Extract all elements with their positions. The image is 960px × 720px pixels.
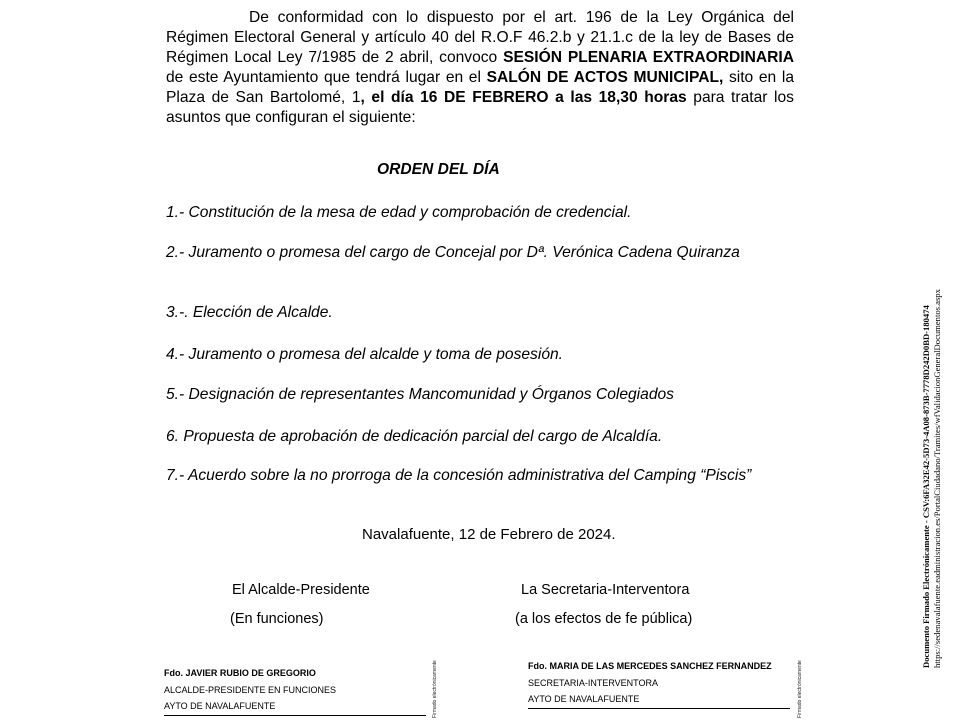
agenda-item-7: 7.- Acuerdo sobre la no prorroga de la concesión administrativa del Camping “Piscis”	[166, 467, 752, 484]
signature-left-stamp-text: Firmado electrónicamente	[432, 660, 438, 718]
intro-bold-venue: SALÓN DE ACTOS MUNICIPAL,	[486, 69, 724, 86]
agenda-item-1: 1.- Constitución de la mesa de edad y comprobación de credencial.	[166, 204, 632, 221]
intro-bold-datetime: , el día 16 DE FEBRERO a las 18,30 horas	[360, 89, 687, 106]
agenda-item-2: 2.- Juramento o promesa del cargo de Concejal por Dª. Verónica Cadena Quiranza	[166, 244, 740, 261]
signature-right-org: AYTO DE NAVALAFUENTE	[528, 691, 790, 709]
validation-url-line: https://sedenavalafuente.eadministracion.es/PortalCiudadano/Tramites/wfValidacionGeneralDocumentos.aspx	[932, 289, 942, 668]
signer-right-subtitle: (a los efectos de fe pública)	[515, 611, 693, 627]
place-date: Navalafuente, 12 de Febrero de 2024.	[362, 526, 616, 543]
csv-code-line: Documento Firmado Electrónicamente - CSV:6FA32E42-5D73-4A08-873B-7778D242D0BD-180474	[921, 305, 931, 668]
intro-bold-session: SESIÓN PLENARIA EXTRAORDINARIA	[503, 49, 795, 66]
signature-left-name: Fdo. JAVIER RUBIO DE GREGORIO	[164, 668, 316, 678]
intro-text-4: para tratar los asuntos que configuran el siguiente:	[166, 89, 794, 126]
signature-block-left	[164, 665, 426, 716]
convocation-paragraph	[166, 8, 794, 128]
intro-text-2: de este Ayuntamiento que tendrá lugar en el	[166, 69, 487, 86]
signature-right-name: Fdo. MARIA DE LAS MERCEDES SANCHEZ FERNANDEZ	[528, 661, 772, 671]
signer-left-title: El Alcalde-Presidente	[232, 582, 370, 598]
signature-right-stamp-text: Firmado electrónicamente	[797, 660, 803, 718]
signer-right-title: La Secretaria-Interventora	[521, 582, 690, 598]
intro-text-3: sito en la Plaza de San Bartolomé, 1	[166, 69, 795, 106]
electronic-signature-strip	[921, 198, 943, 668]
agenda-heading: ORDEN DEL DÍA	[377, 161, 500, 178]
intro-text-1: De conformidad con lo dispuesto por el art. 196 de la Ley Orgánica del Régimen Electoral General y artículo 40 del R.O.F 46.2.b y 21.1.c de la ley de Bases de Régimen Local Ley 7/1985 de 2 abril, convoco	[166, 9, 794, 66]
agenda-item-6: 6. Propuesta de aprobación de dedicación parcial del cargo de Alcaldía.	[166, 428, 663, 445]
signature-left-org: AYTO DE NAVALAFUENTE	[164, 698, 426, 716]
agenda-item-4: 4.- Juramento o promesa del alcalde y toma de posesión.	[166, 346, 563, 363]
signature-right-role: SECRETARIA-INTERVENTORA	[528, 677, 659, 688]
signer-left-subtitle: (En funciones)	[230, 611, 324, 627]
agenda-item-5: 5.- Designación de representantes Mancomunidad y Órganos Colegiados	[166, 386, 674, 403]
agenda-item-3: 3.-. Elección de Alcalde.	[166, 304, 333, 321]
signature-block-right	[528, 658, 790, 709]
signature-left-role: ALCALDE-PRESIDENTE EN FUNCIONES	[164, 684, 337, 695]
